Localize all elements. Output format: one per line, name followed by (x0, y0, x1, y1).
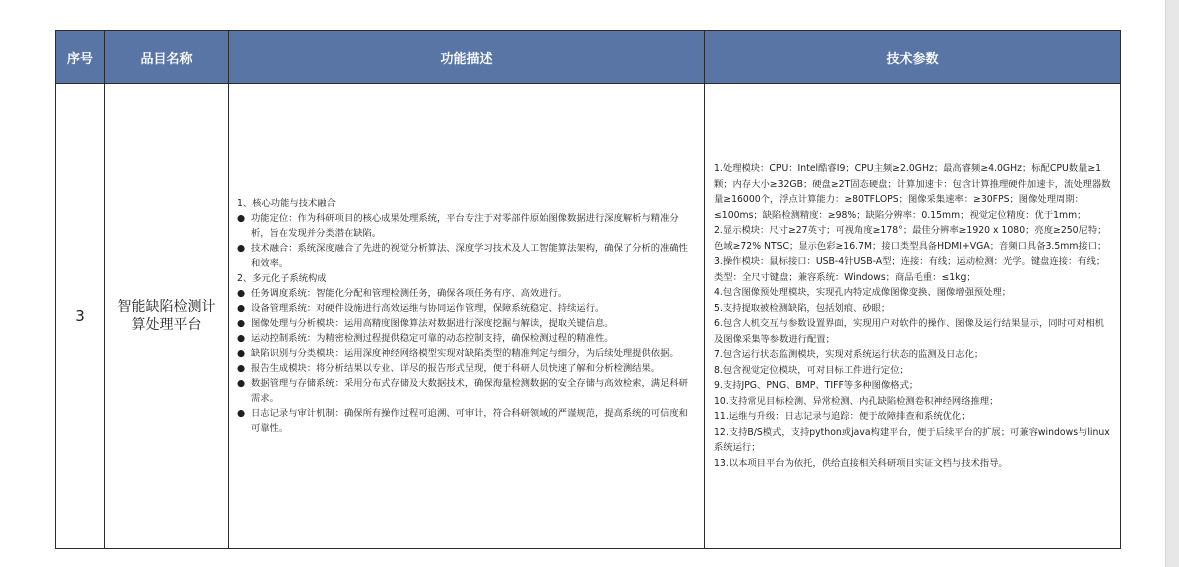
function-bullet-item (237, 346, 696, 361)
function-bullet-text: 运动控制系统：为精密检测过程提供稳定可靠的动态控制支持，确保检测过程的精准性。 (251, 333, 614, 344)
table-row (56, 84, 1121, 549)
function-bullet-text: 设备管理系统：对硬件设施进行高效运维与协同运作管理，保障系统稳定、持续运行。 (251, 303, 605, 314)
bullet-icon: ● (237, 408, 246, 419)
cell-spec (705, 84, 1121, 549)
function-bullet-item (237, 241, 696, 271)
spec-list (714, 161, 1112, 471)
function-bullet-item (237, 286, 696, 301)
bullet-icon: ● (237, 243, 246, 254)
bullet-icon: ● (237, 348, 246, 359)
bullet-icon: ● (237, 303, 246, 314)
spec-item: 9.支持JPG、PNG、BMP、TIFF等多种图像格式； (714, 380, 919, 391)
spec-table (55, 30, 1121, 549)
spec-item: 7.包含运行状态监测模块，实现对系统运行状态的监测及日志化； (714, 349, 984, 360)
bullet-icon: ● (237, 333, 246, 344)
bullet-icon: ● (237, 363, 246, 374)
bullet-icon: ● (237, 318, 246, 329)
function-bullet-text: 任务调度系统：智能化分配和管理检测任务，确保各项任务有序、高效进行。 (251, 288, 568, 299)
function-bullet-item (237, 406, 696, 436)
header-function: 功能描述 (229, 31, 705, 84)
function-heading: 2、多元化子系统构成 (237, 273, 327, 284)
bullet-icon: ● (237, 213, 246, 224)
table-header-row (56, 31, 1121, 84)
function-bullet-text: 数据管理与存储系统：采用分布式存储及大数据技术，确保海量检测数据的安全存储与高效检索，满足科研需求。 (251, 378, 688, 404)
function-bullet-text: 日志记录与审计机制：确保所有操作过程可追溯、可审计，符合科研领域的严谨规范，提高系统的可信度和可靠性。 (251, 408, 688, 434)
spec-item: 2.显示模块：尺寸≥27英寸；可视角度≥178°；最佳分辨率≥1920 x 1080；亮度≥250尼特；色域≥72% NTSC；显示色彩≥16.7M；接口类型具备HDMI+VGA；音频口具备3.5mm接口； (714, 225, 1107, 252)
header-spec: 技术参数 (705, 31, 1121, 84)
spec-item: 3.操作模块：鼠标接口：USB-4针USB-A型；连接：有线；运动检测：光学。键盘连接：有线；类型：全尺寸键盘；兼容系统：Windows；商品毛重：≤1kg； (714, 256, 1106, 283)
header-index: 序号 (56, 31, 105, 84)
function-bullet-text: 报告生成模块：将分析结果以专业、详尽的报告形式呈现，便于科研人员快速了解和分析检测结果。 (251, 363, 661, 374)
spec-item: 11.运维与升级：日志记录与追踪：便于故障排查和系统优化； (714, 411, 971, 422)
function-bullet-item (237, 376, 696, 406)
function-bullet-text: 功能定位：作为科研项目的核心成果处理系统，平台专注于对零部件原始图像数据进行深度解析与精准分析，旨在发现并分类潜在缺陷。 (251, 213, 679, 239)
function-bullet-item (237, 316, 696, 331)
cell-item-name: 智能缺陷检测计算处理平台 (105, 84, 229, 549)
cell-index: 3 (56, 84, 105, 549)
scrollbar-track[interactable] (1165, 0, 1179, 567)
bullet-icon: ● (237, 288, 246, 299)
spec-item: 10.支持常见目标检测、异常检测、内孔缺陷检测卷积神经网络推理； (714, 395, 999, 407)
bullet-icon: ● (237, 378, 246, 389)
spec-item: 4.包含图像预处理模块，实现孔内特定成像图像变换、图像增强预处理； (714, 287, 1012, 298)
function-description (237, 196, 696, 436)
function-bullet-item (237, 361, 696, 376)
cell-function (229, 84, 705, 549)
function-bullet-text: 技术融合：系统深度融合了先进的视觉分析算法、深度学习技术及人工智能算法架构，确保了分析的准确性和效率。 (251, 243, 688, 269)
function-bullet-item (237, 301, 696, 316)
header-item-name: 品目名称 (105, 31, 229, 84)
spec-item: 6.包含人机交互与参数设置界面，实现用户对软件的操作、图像及运行结果显示，同时可对相机及图像采集等参数进行配置； (714, 318, 1105, 345)
function-bullet-item (237, 331, 696, 346)
spec-item: 5.支持提取被检测缺陷，包括划痕、砂眼； (714, 302, 891, 314)
spec-item: 1.处理模块：CPU：Intel酷睿I9；CPU主频≥2.0GHz；最高睿频≥4.0GHz；标配CPU数量≥1颗；内存大小≥32GB；硬盘≥2T固态硬盘；计算加速卡：包含计算推理硬件加速卡，流处理器数量≥16000个，浮点计算能力：≥80TFLOPS；图像采集速率：≥30FPS；图像处理周期：≤100ms；缺陷检测精度：≥98%；缺陷分辨率：0.15mm；视觉定位精度：优于1mm； (714, 163, 1111, 221)
function-bullet-text: 缺陷识别与分类模块：运用深度神经网络模型实现对缺陷类型的精准判定与细分，为后续处理提供依据。 (251, 348, 679, 359)
spec-item: 13.以本项目平台为依托，供给直接相关科研项目实证文档与技术指导。 (714, 457, 1008, 469)
spec-item: 12.支持B/S模式，支持python或java构建平台，便于后续平台的扩展；可兼容windows与linux系统运行； (714, 426, 1110, 453)
function-bullet-text: 图像处理与分析模块：运用高精度图像算法对数据进行深度挖掘与解读，提取关键信息。 (251, 318, 614, 329)
function-heading: 1、核心功能与技术融合 (237, 198, 336, 209)
spec-item: 8.包含视觉定位模块，可对目标工件进行定位； (714, 364, 909, 376)
function-bullet-item (237, 211, 696, 241)
